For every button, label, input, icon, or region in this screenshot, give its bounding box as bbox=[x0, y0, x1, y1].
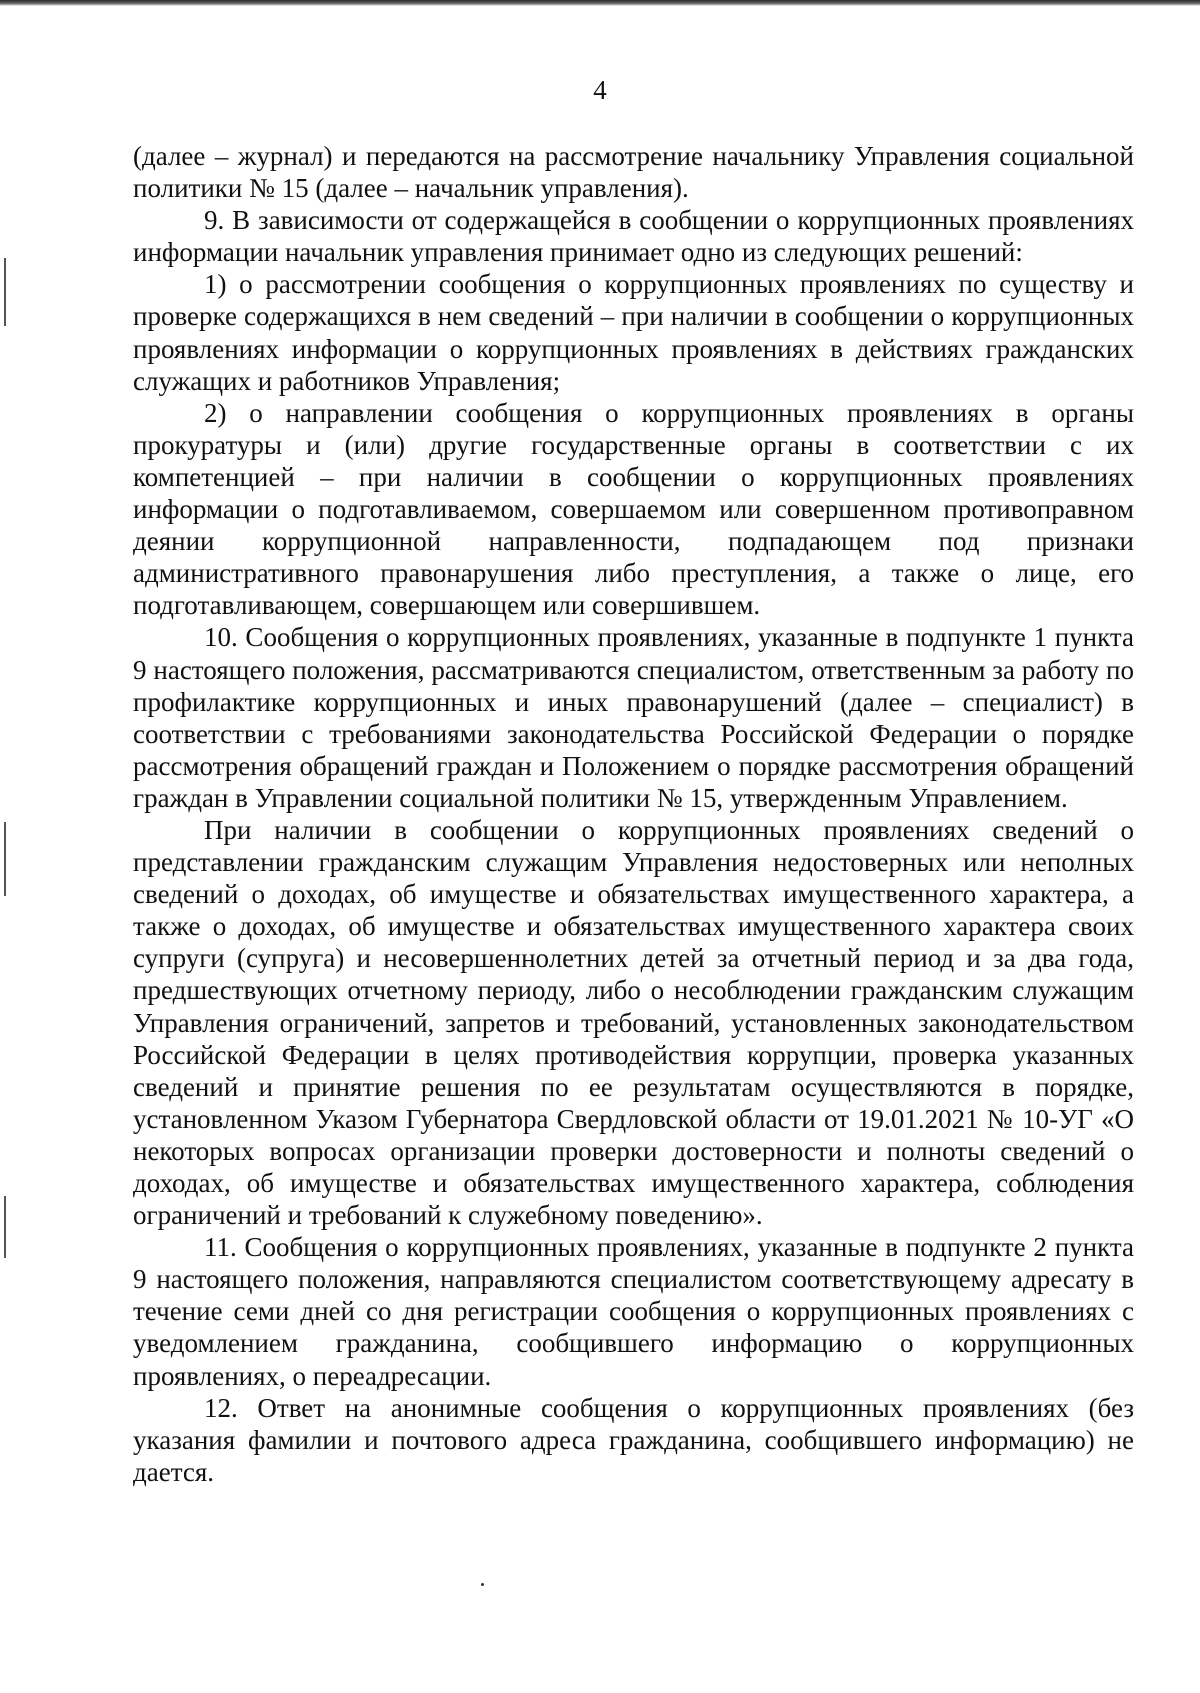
paragraph-item-9: 9. В зависимости от содержащейся в сообщении о коррупционных проявлениях информации начальник управления принимает одно из следующих решений: bbox=[133, 205, 1134, 268]
page-number: 4 bbox=[593, 75, 607, 105]
scan-top-edge bbox=[0, 0, 1200, 6]
document-body bbox=[133, 140, 1134, 1488]
scan-left-mark bbox=[4, 258, 6, 326]
paragraph-continuation: (далее – журнал) и передаются на рассмотрение начальнику Управления социальной политики № 15 (далее – начальник управления). bbox=[133, 141, 1134, 204]
paragraph-subitem-2: 2) о направлении сообщения о коррупционных проявлениях в органы прокуратуры и (или) другие государственные органы в соответствии с их компетенцией – при наличии в сообщении о коррупционных проявлениях информации о подготавливаемом, совершаемом или совершенном противоправном деянии коррупционной направленности, подпадающем под признаки административного правонарушения либо преступления, а также о лице, его подготавливающем, совершающем или совершившем. bbox=[133, 397, 1134, 621]
scan-left-mark bbox=[4, 1196, 6, 1258]
paragraph-item-10-continued: При наличии в сообщении о коррупционных проявлениях сведений о представлении гражданским служащим Управления недостоверных или неполных сведений о доходах, об имуществе и обязательствах имущественного характера, а также о доходах, об имуществе и обязательствах имущественного характера своих супруги (супруга) и несовершеннолетних детей за отчетный период и за два года, предшествующих отчетному периоду, либо о несоблюдении гражданским служащим Управления ограничений, запретов и требований, установленных законодательством Российской Федерации в целях противодействия коррупции, проверка указанных сведений и принятие решения по ее результатам осуществляются в порядке, установленном Указом Губернатора Свердловской области от 19.01.2021 № 10-УГ «О некоторых вопросах организации проверки достоверности и полноты сведений о доходах, об имуществе и обязательствах имущественного характера, соблюдения ограничений и требований к служебному поведению». bbox=[133, 814, 1134, 1231]
scan-speck bbox=[481, 1583, 484, 1586]
paragraph-item-12: 12. Ответ на анонимные сообщения о коррупционных проявлениях (без указания фамилии и почтового адреса гражданина, сообщившего информацию) не дается. bbox=[133, 1392, 1134, 1487]
paragraph-item-11: 11. Сообщения о коррупционных проявлениях, указанные в подпункте 2 пункта 9 настоящего положения, направляются специалистом соответствующему адресату в течение семи дней со дня регистрации сообщения о коррупционных проявлениях с уведомлением гражданина, сообщившего информацию о коррупционных проявлениях, о переадресации. bbox=[133, 1232, 1134, 1391]
scan-left-mark bbox=[4, 822, 6, 896]
paragraph-item-10: 10. Сообщения о коррупционных проявлениях, указанные в подпункте 1 пункта 9 настоящего положения, рассматриваются специалистом, ответственным за работу по профилактике коррупционных и иных правонарушений (далее – специалист) в соответствии с требованиями законодательства Российской Федерации о порядке рассмотрения обращений граждан и Положением о порядке рассмотрения обращений граждан в Управлении социальной политики № 15, утвержденным Управлением. bbox=[133, 622, 1134, 813]
paragraph-subitem-1: 1) о рассмотрении сообщения о коррупционных проявлениях по существу и проверке содержащихся в нем сведений – при наличии в сообщении о коррупционных проявлениях информации о коррупционных проявлениях в действиях гражданских служащих и работников Управления; bbox=[133, 269, 1134, 396]
